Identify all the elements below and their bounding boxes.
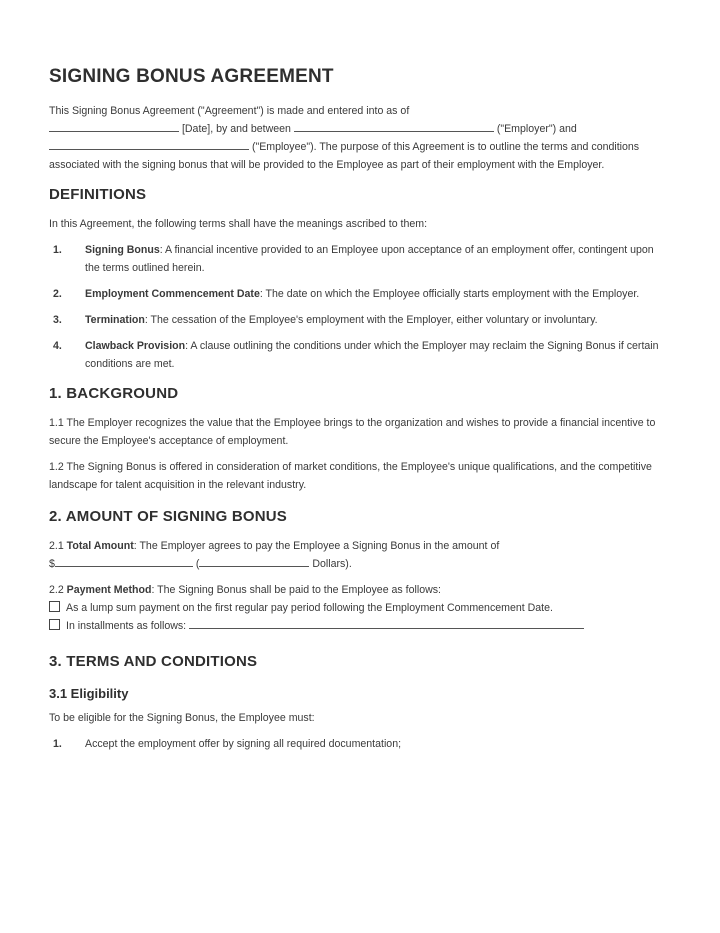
- clause-number: 2.2: [49, 584, 67, 596]
- clause-number: 2.1: [49, 540, 67, 552]
- eligibility-lead: To be eligible for the Signing Bonus, the Employee must:: [49, 712, 315, 724]
- definitions-lead: In this Agreement, the following terms shall have the meanings ascribed to them:: [49, 218, 428, 230]
- list-number: 4.: [53, 340, 62, 352]
- terms-section: [49, 653, 660, 753]
- list-number: 1.: [53, 244, 62, 256]
- paren-open: (: [195, 558, 200, 570]
- payment-option-installments: [49, 617, 660, 635]
- installments-checkbox[interactable]: [49, 619, 60, 630]
- amount-paragraph-1: [49, 537, 660, 573]
- employer-blank[interactable]: [294, 120, 494, 132]
- dollars-suffix: Dollars).: [312, 558, 352, 570]
- background-paragraph-1: 1.1 The Employer recognizes the value that the Employee brings to the organization and wishes to provide a financial incentive to secure the Employee's acceptance of employment.: [49, 417, 656, 447]
- clause-text: : The Signing Bonus shall be paid to the Employee as follows:: [151, 584, 441, 596]
- list-item: [49, 311, 660, 329]
- list-item: [49, 735, 660, 753]
- term-name: Signing Bonus: [85, 244, 160, 256]
- option-label: As a lump sum payment on the first regular pay period following the Employment Commencement Date.: [66, 602, 553, 614]
- background-heading: 1. BACKGROUND: [49, 385, 179, 402]
- terms-heading: 3. TERMS AND CONDITIONS: [49, 653, 258, 670]
- dollar-sign: $: [49, 558, 55, 570]
- amount-heading: 2. AMOUNT OF SIGNING BONUS: [49, 508, 287, 525]
- lump-sum-checkbox[interactable]: [49, 601, 60, 612]
- list-number: 3.: [53, 314, 62, 326]
- clause-text: : The Employer agrees to pay the Employee a Signing Bonus in the amount of: [133, 540, 500, 552]
- term-name: Termination: [85, 314, 145, 326]
- term-definition: : A clause outlining the conditions under which the Employer may reclaim the Signing Bonus if certain conditions are met.: [85, 340, 659, 370]
- term-name: Total Amount: [66, 540, 134, 552]
- amount-paragraph-2: [49, 581, 660, 599]
- intro-paragraph: [49, 102, 660, 174]
- list-number: 2.: [53, 288, 62, 300]
- list-number: 1.: [53, 738, 62, 750]
- term-name: Clawback Provision: [85, 340, 186, 352]
- amount-words-blank[interactable]: [199, 555, 309, 567]
- intro-employee-label: ("Employee"). The purpose of this Agreement is to outline the terms and conditions associated with the signing bonus that will be provided to the Employee as part of their employment with the Employer.: [49, 141, 640, 171]
- eligibility-list: [49, 735, 660, 753]
- background-paragraph-2: 1.2 The Signing Bonus is offered in consideration of market conditions, the Employee's unique qualifications, and the competitive landscape for talent acquisition in the relevant industry.: [49, 461, 652, 491]
- eligibility-heading: 3.1 Eligibility: [49, 686, 129, 701]
- option-label: In installments as follows:: [66, 620, 187, 632]
- amount-section: [49, 508, 660, 635]
- term-name: Employment Commencement Date: [85, 288, 260, 300]
- definitions-heading: DEFINITIONS: [49, 186, 147, 203]
- installments-blank[interactable]: [189, 617, 584, 629]
- term-name: Payment Method: [66, 584, 152, 596]
- employee-blank[interactable]: [49, 138, 249, 150]
- list-item: [49, 241, 660, 277]
- intro-date-label: [Date], by and between: [181, 123, 291, 135]
- amount-blank[interactable]: [55, 555, 193, 567]
- definitions-list: [49, 241, 660, 373]
- definitions-section: [49, 186, 660, 373]
- payment-option-lump-sum: [49, 599, 660, 617]
- list-item: [49, 285, 660, 303]
- document-title: SIGNING BONUS AGREEMENT: [49, 66, 334, 87]
- term-definition: : The cessation of the Employee's employment with the Employer, either voluntary or involuntary.: [144, 314, 598, 326]
- background-section: [49, 385, 660, 494]
- list-text: Accept the employment offer by signing all required documentation;: [85, 738, 402, 750]
- term-definition: : The date on which the Employee officially starts employment with the Employer.: [259, 288, 640, 300]
- intro-employer-label: ("Employer") and: [496, 123, 577, 135]
- intro-text-1: This Signing Bonus Agreement ("Agreement") is made and entered into as of: [49, 105, 410, 117]
- list-item: [49, 337, 660, 373]
- term-definition: : A financial incentive provided to an Employee upon acceptance of an employment offer, contingent upon the terms outlined herein.: [85, 244, 654, 274]
- date-blank[interactable]: [49, 120, 179, 132]
